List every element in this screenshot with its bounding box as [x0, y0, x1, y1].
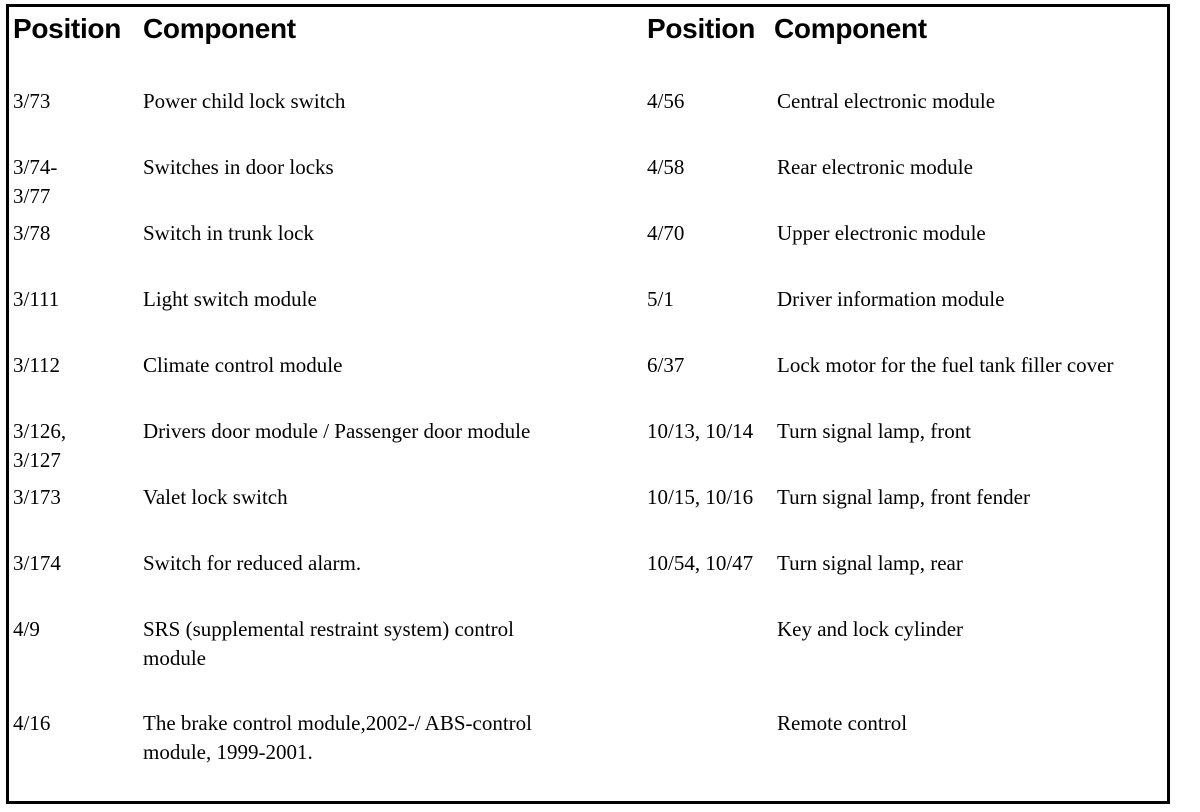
left-row-10-component: The brake control module,2002-/ ABS-control module, 1999-2001.	[143, 711, 533, 764]
right-row-4-component: Driver information module	[777, 287, 1005, 311]
left-header-component: Component	[143, 13, 296, 44]
right-row-9-component: Key and lock cylinder	[777, 617, 964, 641]
left-row-5-component: Climate control module	[143, 353, 343, 377]
left-row-6-position: 3/126, 3/127	[13, 419, 67, 472]
right-row-8-component: Turn signal lamp, rear	[777, 551, 963, 575]
left-row-3-position: 3/78	[13, 221, 51, 245]
left-row-1-component: Power child lock switch	[143, 89, 346, 113]
left-row-7-position: 3/173	[13, 485, 61, 509]
left-row-5-position: 3/112	[13, 353, 61, 377]
right-row-1-component: Central electronic module	[777, 89, 996, 113]
right-row-1-position: 4/56	[647, 89, 685, 113]
left-row-2-component: Switches in door locks	[143, 155, 334, 179]
left-row-4-component: Light switch module	[143, 287, 317, 311]
left-row-6-component: Drivers door module / Passenger door module	[143, 419, 531, 443]
right-row-8-position: 10/54, 10/47	[647, 551, 754, 575]
left-header-position: Position	[13, 13, 122, 44]
right-header-component: Component	[774, 13, 927, 44]
left-row-10-position: 4/16	[13, 711, 51, 735]
right-row-4-position: 5/1	[647, 287, 674, 311]
component-table-frame	[6, 4, 1170, 804]
right-row-3-component: Upper electronic module	[777, 221, 986, 245]
right-row-5-component: Lock motor for the fuel tank filler cover	[777, 353, 1114, 377]
left-row-9-position: 4/9	[13, 617, 40, 641]
right-row-3-position: 4/70	[647, 221, 685, 245]
left-row-8-position: 3/174	[13, 551, 61, 575]
left-row-2-position: 3/74-3/77	[13, 155, 58, 208]
left-row-8-component: Switch for reduced alarm.	[143, 551, 362, 575]
right-row-2-position: 4/58	[647, 155, 685, 179]
right-row-7-position: 10/15, 10/16	[647, 485, 754, 509]
right-row-6-component: Turn signal lamp, front	[777, 419, 972, 443]
left-row-4-position: 3/111	[13, 287, 60, 311]
left-row-3-component: Switch in trunk lock	[143, 221, 314, 245]
right-row-2-component: Rear electronic module	[777, 155, 973, 179]
left-row-1-position: 3/73	[13, 89, 51, 113]
left-row-9-component: SRS (supplemental restraint system) control module	[143, 617, 514, 670]
right-header-position: Position	[647, 13, 756, 44]
right-row-6-position: 10/13, 10/14	[647, 419, 754, 443]
right-row-5-position: 6/37	[647, 353, 685, 377]
right-row-10-component: Remote control	[777, 711, 908, 735]
right-row-7-component: Turn signal lamp, front fender	[777, 485, 1030, 509]
left-row-7-component: Valet lock switch	[143, 485, 288, 509]
